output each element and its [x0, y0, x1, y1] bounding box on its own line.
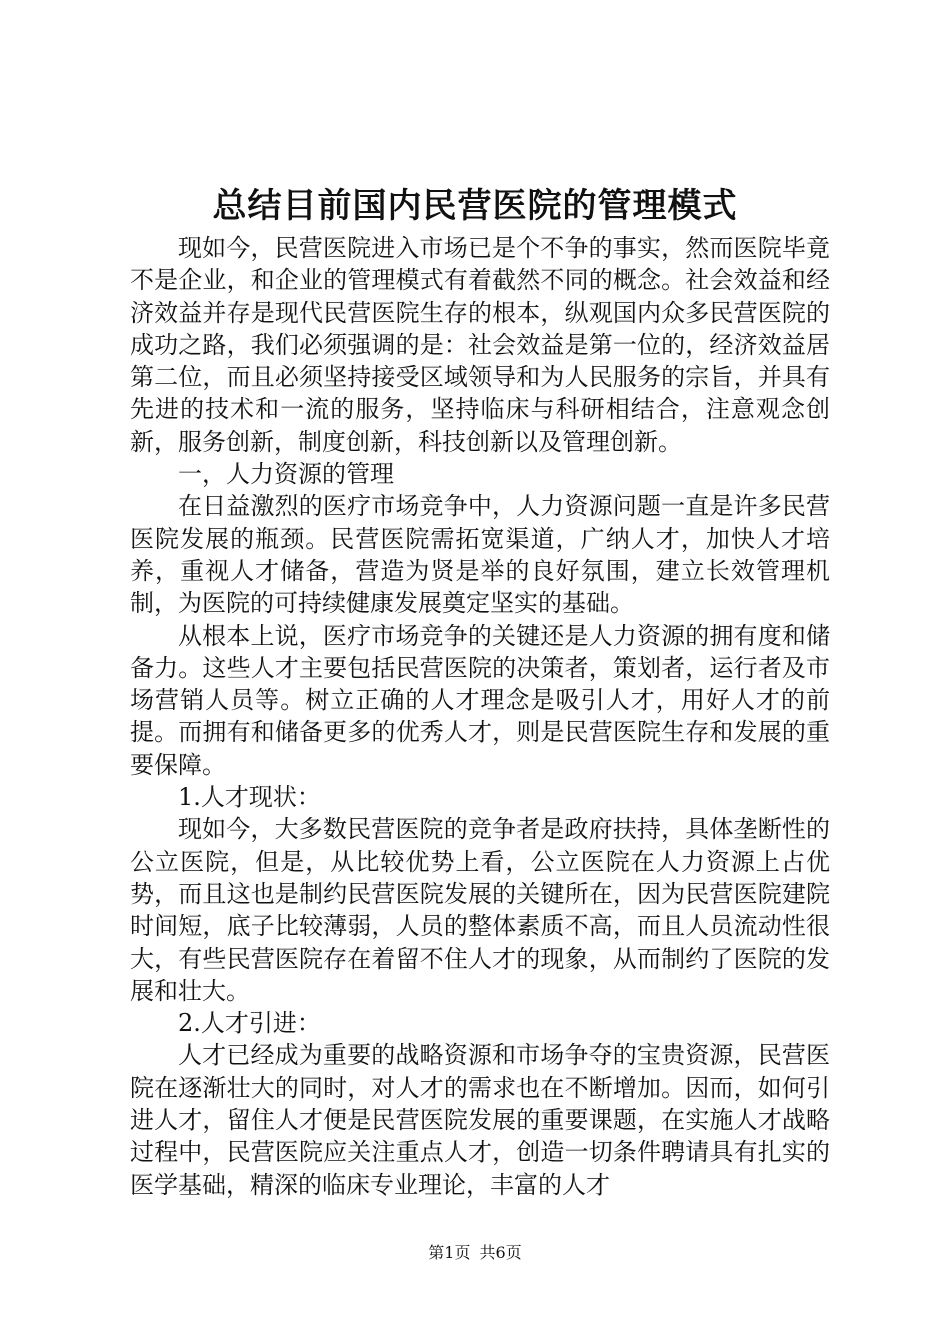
- body-paragraph: 人才已经成为重要的战略资源和市场争夺的宝贵资源，民营医院在逐渐壮大的同时，对人才的需求也在不断增加。因而，如何引进人才，留住人才便是民营医院发展的重要课题，在实施人才战略过程中，民营医院应关注重点人才，创造一切条件聘请具有扎实的医学基础，精深的临床专业理论，丰富的人才: [130, 1041, 830, 1199]
- intro-paragraph: 现如今，民营医院进入市场已是个不争的事实，然而医院毕竟不是企业，和企业的管理模式有着截然不同的概念。社会效益和经济效益并存是现代民营医院生存的根本，纵观国内众多民营医院的成功之路，我们必须强调的是：社会效益是第一位的，经济效益居第二位，而且必须坚持接受区域领导和为人民服务的宗旨，并具有先进的技术和一流的服务，坚持临床与科研相结合，注意观念创新，服务创新，制度创新，科技创新以及管理创新。: [130, 234, 830, 456]
- body-paragraph: 在日益激烈的医疗市场竞争中，人力资源问题一直是许多民营医院发展的瓶颈。民营医院需拓宽渠道，广纳人才，加快人才培养，重视人才储备，营造为贤是举的良好氛围，建立长效管理机制，为医院的可持续健康发展奠定坚实的基础。: [130, 492, 830, 618]
- document-body: [130, 232, 830, 1201]
- section-heading-hr: 一，人力资源的管理: [178, 460, 394, 489]
- body-paragraph: 从根本上说，医疗市场竞争的关键还是人力资源的拥有度和储备力。这些人才主要包括民营医院的决策者，策划者，运行者及市场营销人员等。树立正确的人才理念是吸引人才，用好人才的前提。而拥有和储备更多的优秀人才，则是民营医院生存和发展的重要保障。: [130, 621, 830, 779]
- document-title: 总结目前国内民营医院的管理模式: [212, 186, 738, 226]
- subsection-heading-recruitment: 2.人才引进：: [178, 1009, 321, 1038]
- body-paragraph: 现如今，大多数民营医院的竞争者是政府扶持，具体垄断性的公立医院，但是，从比较优势上看，公立医院在人力资源上占优势，而且这也是制约民营医院发展的关键所在，因为民营医院建院时间短，底子比较薄弱，人员的整体素质不高，而且人员流动性很大，有些民营医院存在着留不住人才的现象，从而制约了医院的发展和壮大。: [130, 815, 830, 1005]
- page-number: 第1页 共6页: [428, 1243, 522, 1262]
- subsection-heading-status: 1.人才现状：: [178, 783, 321, 812]
